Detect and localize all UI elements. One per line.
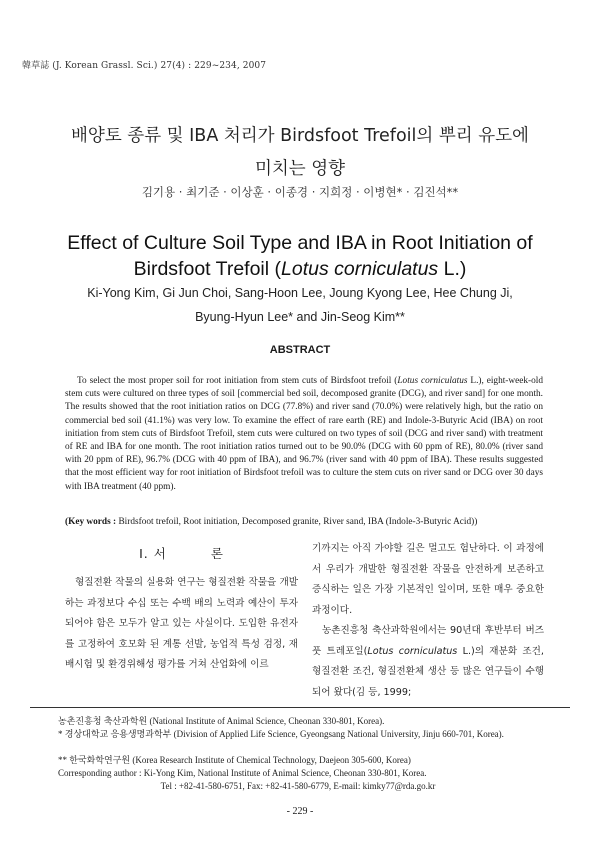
species-name: Lotus corniculatus bbox=[281, 258, 439, 280]
contact-info: Tel : +82-41-580-6751, Fax: +82-41-580-6779, E-mail: kimky77@rda.go.kr bbox=[160, 781, 436, 791]
english-title-pre: Birdsfoot Trefoil ( bbox=[133, 258, 282, 280]
page-number: - 229 - bbox=[286, 806, 314, 817]
english-authors-line2: Byung-Hyun Lee* and Jin-Seog Kim** bbox=[195, 310, 405, 324]
p2-species: Lotus corniculatus bbox=[367, 645, 458, 657]
english-authors-line1: Ki-Yong Kim, Gi Jun Choi, Sang-Hoon Lee, Joung Kyong Lee, Hee Chung Ji, bbox=[87, 286, 513, 300]
section-word: 론 bbox=[210, 546, 224, 561]
keywords bbox=[65, 516, 543, 529]
abstract-species: Lotus corniculatus bbox=[397, 376, 468, 386]
footnote-affiliation-3: ** 한국화학연구원 (Korea Research Institute of Chemical Technology, Daejeon 305-600, Korea) bbox=[58, 755, 411, 765]
body-right-column bbox=[312, 539, 544, 703]
english-title-line2 bbox=[0, 258, 600, 281]
abstract-heading: ABSTRACT bbox=[269, 344, 331, 356]
english-title-line1: Effect of Culture Soil Type and IBA in Root Initiation of bbox=[67, 232, 533, 254]
body-right-paragraph2 bbox=[312, 621, 544, 703]
korean-title-line2: 미치는 영향 bbox=[254, 159, 346, 179]
footnote-divider bbox=[30, 707, 570, 708]
abstract-post: L.), eight-week-old stem cuts were cultured on three types of soil [commercial bed soil, decomposed granite (DCG), and river sand] for one month. The results showed that the root initiation ratios on DCG (77.8%) and river sand (70.0%) were relatively high, but the ratio on commercial bed soil (41.1%) was very low. To examine the effect of rare earth (RE) and Indole-3-Butyric Acid (IBA) on root initiation from stem cuts of Birdsfoot Trefoil, stem cuts were cultured on two types of soil (DCG and river sand) with treatment of RE and IBA for one month. The root initiation ratios turned out to be 90.0% (DCG with 60 ppm of RE), 80.0% (river sand with 20 ppm of RE), 96.7% (DCG with 40 ppm of IBA), and 96.7% (river sand with 40 ppm of IBA). These results suggested that the most efficient way for root initiation of Birdsfoot trefoil was to culture the stem cuts on river sand or DCG over 30 days with IBA treatment (40 ppm). bbox=[65, 376, 543, 492]
korean-authors: 김기용 · 최기준 · 이상훈 · 이종경 · 지희정 · 이병현* · 김진석** bbox=[141, 185, 459, 199]
section-heading-introduction bbox=[65, 544, 298, 562]
section-number: Ⅰ. 서 bbox=[139, 546, 167, 561]
body-left-column: 형질전환 작물의 실용화 연구는 형질전환 작물을 개발하는 과정보다 수십 또는 수백 배의 노력과 예산이 투자되어야 함은 모두가 알고 있는 사실이다. 도입한 유전자를 고정하여 호모화 된 계통 선발, 농업적 특성 검정, 재배시험 및 환경위해성 평가를 거쳐 산업화에 이르 bbox=[65, 577, 298, 670]
abstract-text bbox=[65, 375, 543, 494]
keywords-text: Birdsfoot trefoil, Root initiation, Decomposed granite, River sand, IBA (Indole-3-Butyric Acid)) bbox=[116, 517, 478, 527]
korean-title-line1: 배양토 종류 및 IBA 처리가 Birdsfoot Trefoil의 뿌리 유도에 bbox=[71, 126, 529, 146]
abstract-pre: To select the most proper soil for root initiation from stem cuts of Birdsfoot trefoil ( bbox=[77, 376, 398, 386]
keywords-label: (Key words : bbox=[65, 517, 117, 527]
english-title-post: L.) bbox=[438, 258, 467, 280]
corresponding-author: Corresponding author : Ki-Yong Kim, National Institute of Animal Science, Cheonan 330-801, Korea. bbox=[58, 768, 427, 778]
footnote-affiliation-2: * 경상대학교 응용생명과학부 (Division of Applied Life Science, Gyeongsang National University, Jinju 660-701, Korea). bbox=[58, 729, 504, 739]
p2-post: L.)의 재분화 조건, 형질전환 조건, 형질전환체 생산 등 많은 연구들이 수행되어 왔다(김 등, 1999; bbox=[312, 645, 544, 698]
journal-citation: 韓草誌 (J. Korean Grassl. Sci.) 27(4) : 229~234, 2007 bbox=[22, 61, 267, 71]
footnote-affiliation-1: 농촌진흥청 축산과학원 (National Institute of Animal Science, Cheonan 330-801, Korea). bbox=[58, 716, 385, 726]
body-right-paragraph1: 기까지는 아직 가야할 길은 멀고도 험난하다. 이 과정에서 우리가 개발한 형질전환 작물을 안전하게 보존하고 증식하는 일은 가장 기본적인 일이며, 또한 매우 중요한 과정이다. bbox=[312, 543, 544, 616]
p2-pre: 농촌진흥청 축산과학원에서는 90년대 후반부터 버즈풋 트레포일( bbox=[312, 625, 544, 657]
